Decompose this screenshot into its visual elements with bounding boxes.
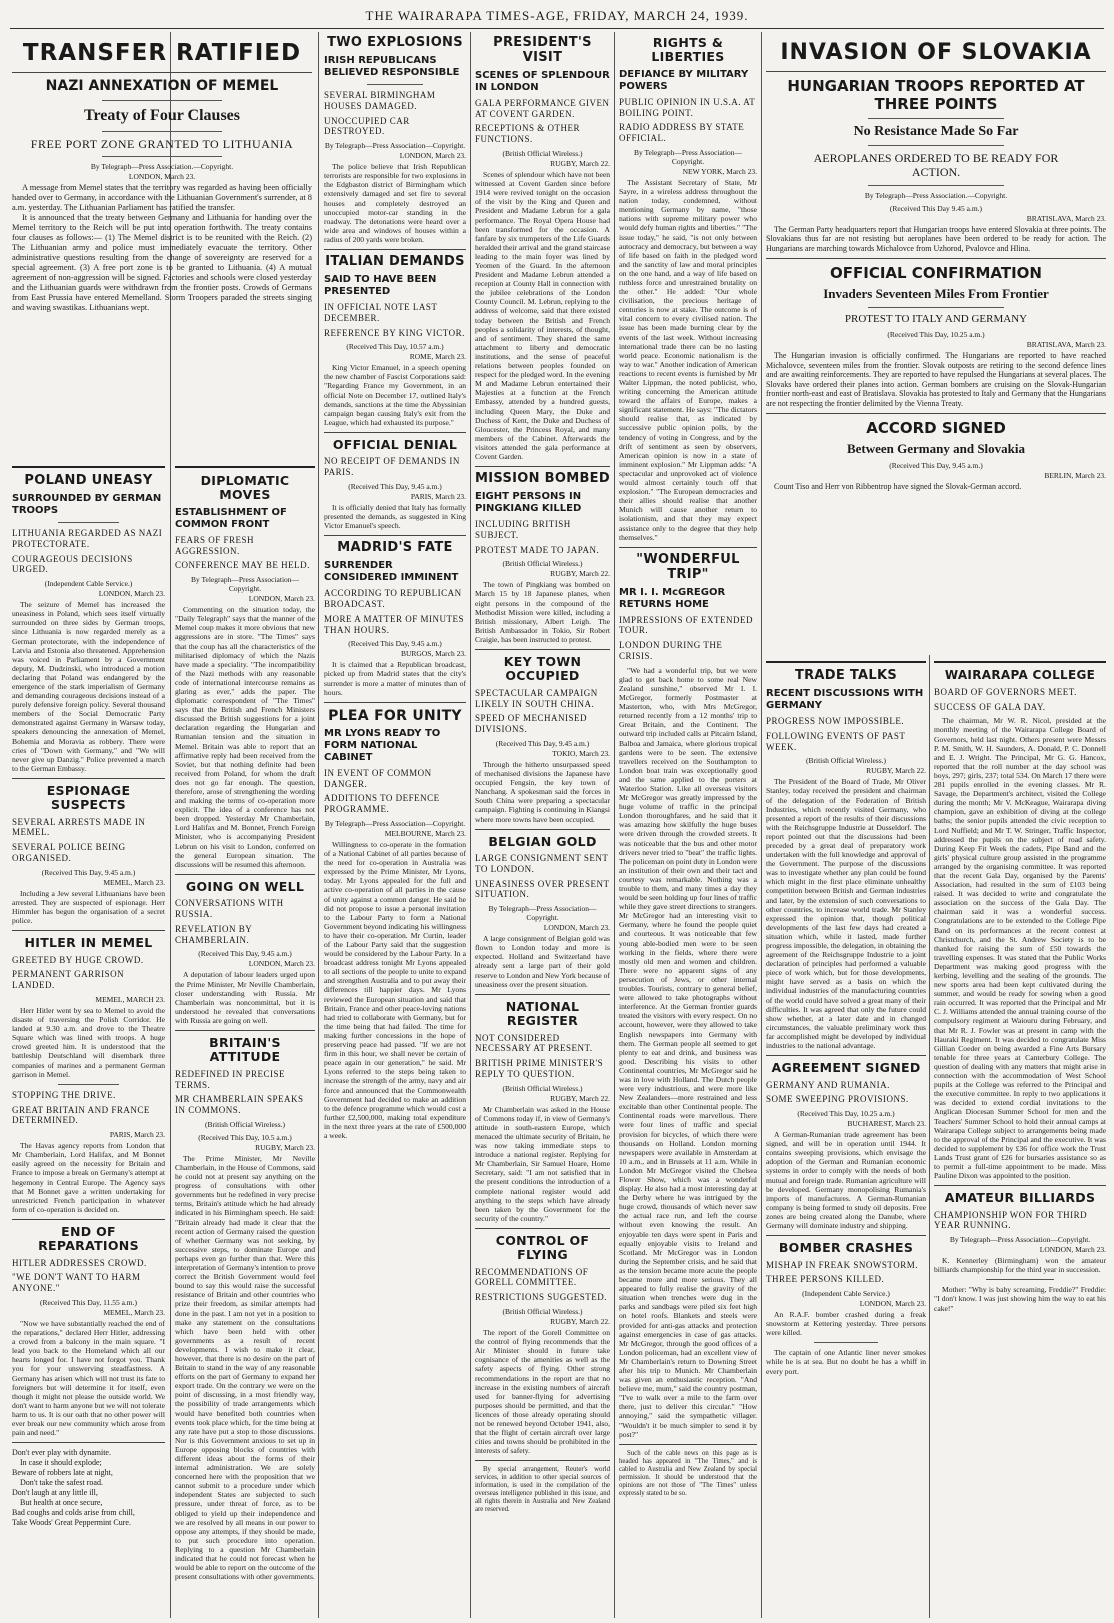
article-body: It is announced that the treaty between Germany and Lithuania for handing over the Memel territory to the Reich will be put into operation forthwith. The treaty contains four clauses as follows:— (1) The Memel district is to be reunited with the Reich. (2) The Lithuanian army and police must immediately evacuate the territory. Other administrative questions resulting from the change of sovereignty are reserved for a special agreement. (3) A free port zone is to be granted to Lithuania. (4) A mutual agreement of non-aggression will be signed. Factories and schools were closed yesterday and the Lithuanian guards were withdrawn from the frontier posts. Crowds of Germans from East Prussia have entered Memelland. Storm Troopers paraded the streets singing and waving swastikas. Lithuanians wept. [12,213,312,313]
deck: PROTEST MADE TO JAPAN. [475,544,600,555]
deck: UNEASINESS OVER PRESENT SITUATION. [475,878,610,900]
headline: INVASION OF SLOVAKIA [780,40,1092,65]
received-line: (Received This Day, 9.45 a.m.) [889,461,983,471]
article-body: Willingness to co-operate in the formation of a National Cabinet of all parties because of the need for co-operation in Australia was expressed by the Prime Minister, Mr Lyons, today. Mr Lyons appealed for the full and active co-operation of all parties in the cause of unity against a common danger. He said he did not propose to issue a personal invitation to the Labour Party to form a National Government beyond indicating his willingness to have their co-operation. Mr Curtin, leader of the Labour Party said that the suggestion would be considered by the Labour Party. In a broadcast address tonight Mr Lyons appealed to all sections of the people to unite to expand and strengthen Australia and to put away their differences till happier days. Mr Lyons reviewed the European situation and said that Britain, France and other peace-loving nations had tried to collaborate with Germany, but for the time being that had failed. The time for making further concessions in the hope of preserving peace had passed. "If we are not firm in this hour, we shall never be certain of peace again in our generation," he said. Mr Lyons referred to the steps being taken to increase the strength of the army, navy and air force and announced that the Commonwealth Government had decided to make an addition to the defence programme which would cost a further £2,500,000, making total expenditure in the next three years at the rate of £500,000 a week. [324,839,466,1140]
dateline: LONDON, March 23. [399,151,466,161]
deck: IMPRESSIONS OF EXTENDED TOUR. [619,614,754,636]
masthead-rule [10,28,1104,29]
deck: Treaty of Four Clauses [84,106,240,124]
headline: TRADE TALKS [794,668,898,683]
byline: By Telegraph—Press Association—Copyright. [190,575,300,594]
deck: STOPPING THE DRIVE. [12,1089,116,1100]
deck: SOME SWEEPING PROVISIONS. [766,1094,909,1105]
source-line: (British Official Wireless.) [502,149,583,159]
dateline: PARIS, March 23. [109,1130,165,1140]
deck: RESTRICTIONS SUGGESTED. [475,1292,608,1303]
article-body: A large consignment of Belgian gold was flown to London today and more is expected. Holland and Switzerland have already sent a large part of their gold reserve to London and New York because of uneasiness over the present situation. [475,934,610,989]
deck: CHAMPIONSHIP WON FOR THIRD YEAR RUNNING. [934,1209,1088,1231]
deck: GALA PERFORMANCE GIVEN AT COVENT GARDEN. [475,97,610,119]
headline: BOMBER CRASHES [778,1240,914,1256]
deck: SURROUNDED BY GERMAN TROOPS [12,492,162,516]
article-invasion-of-slovakia [766,32,1106,652]
column-3 [175,460,315,1618]
ad-line: Beware of robbers late at night, [12,1468,113,1478]
deck: LARGE CONSIGNMENT SENT TO LONDON. [475,853,609,874]
article-body: A German-Rumanian trade agreement has been signed, and will be in operation until 1944. It contains sweeping provisions, which envisage the adoption of the German and Rumanian economic systems in order to comply with the needs of both mutual and foreign trade. Rumanian agriculture will be developed. Germany monopolising Rumania's imports of manufactures. A German-Rumanian company is being formed to study oil deposits. Free zones are being created along the Danube, where Germany will dominate industry and shipping. [766,1130,926,1231]
article-body: Herr Hitler went by sea to Memel to avoid the disaste of traversing the Polish Corridor. He landed at 9.30 a.m. and drove to the Theatre Square which was lined with troops. A huge crowd greeted him. It is understood that the battleship Deutschland will disembark three companies of marines and a permanent German garrison in Memel. [12,1005,165,1079]
source-line: (British Official Wireless.) [805,756,887,766]
deck: COURAGEOUS DECISIONS URGED. [12,553,133,575]
deck: NOT CONSIDERED NECESSARY AT PRESENT. [475,1032,593,1054]
deck: SPECTACULAR CAMPAIGN LIKELY IN SOUTH CHINA. [475,687,598,709]
dateline: LONDON, March 23. [248,959,315,969]
column-divider [614,32,615,1618]
deck: FREE PORT ZONE GRANTED TO LITHUANIA [30,136,294,151]
deck: PERMANENT GARRISON LANDED. [12,969,125,991]
headline: ACCORD SIGNED [866,419,1006,438]
dateline: MELBOURNE, March 23. [384,828,466,838]
column-divider [761,32,762,1618]
deck: IN OFFICIAL NOTE LAST DECEMBER. [324,301,438,323]
headline: DIPLOMATIC MOVES [200,473,290,503]
received-line: (Received This Day, 10.57 a.m.) [346,342,444,352]
column-4 [475,32,610,1618]
dateline: BRATISLAVA, March 23. [1026,213,1106,223]
byline: By Telegraph—Press Association.—Copyright. [864,190,1008,200]
received-line: (Received This Day, 9.45 a.m.) [41,867,136,877]
article-body: The town of Pingkiang was bombed on March 15 by 18 Japanese planes, when eight persons in the compound of the Methodist Mission were killed, including a British missionary, Albert Leigh. The British Ambassador in Tokio, Sir Robert Craigie, has been instructed to protest. [475,580,610,644]
deck: RECEPTIONS & OTHER FUNCTIONS. [475,123,581,145]
article-body: The Havas agency reports from London that Mr Chamberlain, Lord Halifax, and M Bonnet easily agreed on the necessity for Britain and France to impose a break on Germany's attempt at hegemony in Central Europe. The Agency says that M Bonnet gave a written undertaking for unrestricted French participation in whatever form of co-operation is decided on. [12,1141,165,1214]
deck: SCENES OF SPLENDOUR IN LONDON [475,69,610,93]
copyright-note: By special arrangement, Reuter's world services, in addition to other special sources of information, is used in the compilation of the overseas intelligence published in this issue, and all rights therein in Australia and New Zealand are reserved. [475,1466,610,1514]
article-body: The chairman, Mr W. R. Nicol, presided at the monthly meeting of the Wairarapa College Board of Governors, held last night. Others present were Messrs P. M. Smith, W. H. Saunders, A. Donald, P. C. Donnell and E. J. Wright. The Principal, Mr G. G. Hancox, reported that the roll number at the day school was boys, 297; girls, 237; total 534. On March 17 there were 281 pupils enrolled in the evening classes. Mr R. Savage, the Department's architect, visited the College during the month; Mr V. McKeague, Wairarapa diving champion, gave an exhibition of diving at the college baths; the senior pupils attended the civic reception to Lord Nuffield; and Mr T. W. Stringer, Traffic Inspector, addressed the pupils on the subject of road safety. During Keep Fit Week the cadets, Pipe Band and the girls' physical culture group assisted in the programme arranged by the organising committee. It was reported that the recent Gala Day, organised by the Parents' Association, had resulted in the sum of £103 being raised. It was decided to write and congratulate the association on the success of the Gala Day. The chairman said it was a wonderful success. Congratulations are to be extended to the College Pipe Band on its performances at the recent contest at Christchurch, and the St. Andrew Society is to be thanked for raising the sum of £50 towards the travelling expenses. It was stated that the Public Works Department was making good progress with the kerbing, levelling and the sealing of the grounds. The new sports area had been kept cultivated during the summer, and would be ready for sowing when a good rain occurred. It was reported that the Principal and Mr C. J. Williams attended the annual training course of the compulsory regiment at Waiouru during February, and that Mr R. J. Fowler was at present in camp with the Hauraki Regiment. It was decided to congratulate Miss Gillian Coeder on being awarded a Fine Arts Bursary tenable for three years at Canterbury College. The question of dealing with any matters that might arise in connection with the accommodation of West School pupils at the College was referred to the Principal and the executive committee. In reply to two applications it was decided to extend cordial invitations to the Anglican Diocesan Summer School for men and the Teachers' Summer School to hold their annual camps at Wairarapa College subject to arrangements being made to the approval of the Principal and the executive. It was decided to supplement by £36 for office work the Trust Lands Trust grant of £26 for bursaries assistance so as to permit a full-time appointment to be made. Miss Pauline Dixon was appointed to the position. [934,716,1106,1181]
dateline: MEMEL, March 23. [103,1308,165,1318]
received-line: (Received This Day 9.45 a.m.) [889,203,983,213]
deck: IRISH REPUBLICANS BELIEVED RESPONSIBLE [324,54,460,78]
headline: POLAND UNEASY [24,473,153,488]
deck: REFERENCE BY KING VICTOR. [324,327,465,338]
deck: REVELATION BY CHAMBERLAIN. [175,923,252,945]
column-divider [929,655,930,1618]
deck: SEVERAL POLICE BEING ORGANISED. [12,842,126,864]
received-line: (Received This Day, 9.45 a.m.) [198,949,292,959]
column-2 [324,32,466,1618]
headline: HITLER IN MEMEL [24,935,153,951]
headline: OFFICIAL CONFIRMATION [830,264,1042,283]
headline: MISSION BOMBED [475,471,610,487]
headline: CONTROL OF FLYING [495,1232,590,1263]
received-line: (Received This Day, 9.45 a.m.) [348,639,442,649]
article-body: A message from Memel states that the territory was regarded as having been officially handed over to Germany, in accordance with the Lithuanian Government's surrender, at 8 a.m. yesterday. The Lithuanian Parliament has ratified the transfer. [12,183,312,213]
dateline: RUGBY, March 22. [550,569,610,579]
deck: ACCORDING TO REPUBLICAN BROADCAST. [324,588,462,609]
headline: MADRID'S FATE [337,540,453,556]
deck: LONDON DURING THE CRISIS. [619,640,723,661]
deck: GERMANY AND RUMANIA. [766,1079,890,1090]
dateline: LONDON, March 23. [248,594,315,604]
deck: INCLUDING BRITISH SUBJECT. [475,519,571,540]
column-divider [318,32,319,1618]
deck: SURRENDER CONSIDERED IMMINENT [324,560,459,584]
deck: CONFERENCE MAY BE HELD. [175,560,310,571]
column-1 [12,460,165,1618]
article-body: The seizure of Memel has increased the uneasiness in Poland, which sees itself virtually surrounded on three sides by German troops, since Lithuania is now regarded merely as a German protectorate, with the independence of Latvia and Estonia also threatened. Apprehension was voiced in Parliament by a Government deputy, M. Dudzinski, who introduced a motion declaring that Poland was endangered by the emergence of the stark imperialism of Germany and demanding courageous decisions instead of a purely defensive foreign policy. Several thousand members of the Social Democratic Party demonstrated against Germany in Warsaw today, speakers denouncing the annexation of Memel, Bohemia and Moravia as robbery. There were cries of "Down with Germany," and "We will never give up Danzig." Police prevented a march to the German Embassy. [12,600,165,773]
ad-line: But health at once secure, [20,1498,103,1508]
headline: WAIRARAPA COLLEGE [944,668,1096,682]
dateline: RUGBY, March 23. [255,1142,315,1152]
dateline: RUGBY, March 22. [550,1093,610,1103]
dateline: LONDON, March 23. [859,1299,926,1309]
byline: By Telegraph—Press Association—Copyright. [949,1235,1091,1245]
article-body: An R.A.F. bomber crashed during a freak snowstorm at Kettering yesterday. Three persons were killed. [766,1310,926,1338]
dateline: NEW YORK, March 23. [682,166,757,176]
headline: "WONDERFUL TRIP" [636,551,740,582]
headline: ESPIONAGE SUSPECTS [46,782,131,813]
dateline: LONDON, March 23. [543,923,610,933]
deck: FEARS OF FRESH AGGRESSION. [175,534,255,556]
source-line: (British Official Wireless.) [502,559,583,569]
deck: REDEFINED IN PRECISE TERMS. [175,1068,286,1090]
deck: PROGRESS NOW IMPOSSIBLE. [766,715,905,726]
deck: MR CHAMBERLAIN SPEAKS IN COMMONS. [175,1094,304,1116]
dateline: ROME, March 23. [409,352,466,362]
subheadline: HUNGARIAN TROOPS REPORTED AT THREE POINTS [787,77,1085,113]
deck: PUBLIC OPINION IN U.S.A. AT BOILING POINT. [619,96,756,118]
headline: NATIONAL REGISTER [505,998,580,1029]
dateline: LONDON, March 23. [98,589,165,599]
dateline: MEMEL, March 23. [103,877,165,887]
ad-line: Don't take the safest road. [20,1478,103,1488]
article-body: The President of the Board of Trade, Mr Oliver Stanley, today received the president and chairman of the delegation of the Federation of British Industries, which recently visited Germany, who presented a report of the results of their discussions with the Reichsgruppe Industrie at Dusseldorf. The report pointed out that the discussions had been preceded by a great deal of preparatory work undertaken with the full knowledge and approval of the Government. The purpose of the discussions was to investigate whether any plan could be found which might in the first place eliminate unhealthy competition between British and German industries and later, by the extension of such conversations to other countries, to increase world trade. Mr Stanley expressed the opinion that, though political developments of the last few days had created a situation which, while it lasted, made further progress impossible, the delegation, in obtaining the agreement of the Reichsgruppe Industrie to a joint declaration of principles had performed a valuable piece of work which, but for those developments, might have served as a basis on which the individual industries of the manufacturing countries of the world could have solved a great many of their difficulties. It was agreed that only the future could show whether, at a later date and in changed circumstances, the valuable preliminary work thus far accomplished might be developed by individual industries to the national advantage. [766,777,926,1051]
deck: UNOCCUPIED CAR DESTROYED. [324,115,410,137]
source-line: (Independent Cable Service.) [44,579,133,589]
article-body: Including a Jew several Lithuanians have been arrested. They are suspected of espionage. Herr Himmler has begun the organisation of a secret police. [12,888,165,926]
deck: SAID TO HAVE BEEN PRESENTED [324,273,437,297]
headline: OFFICIAL DENIAL [332,436,458,452]
article-body: K. Kennerley (Birmingham) won the amateur billiards championship for the third year in succession. [934,1256,1106,1275]
ad-line: Don't ever play with dynamite. [12,1448,111,1458]
source-line: (Independent Cable Service.) [802,1289,890,1299]
dateline: BUCHAREST, March 23. [847,1119,926,1129]
byline: By Telegraph—Press Association.—Copyright. [90,162,234,172]
deck: MISHAP IN FREAK SNOWSTORM. [766,1259,919,1270]
deck: RECOMMENDATIONS OF GORELL COMMITTEE. [475,1266,589,1288]
dateline: LONDON, March 23. [128,172,196,182]
received-line: (Received This Day, 10.25 a.m.) [887,330,985,340]
dateline: BURGOS, March 23. [401,649,466,659]
dateline: LONDON, March 23. [1039,1245,1106,1255]
byline: By Telegraph—Press Association—Copyright. [324,141,466,151]
dateline: PARIS, March 23. [410,491,466,501]
deck: Invaders Seventeen Miles From Frontier [823,286,1049,302]
article-body: Mr Chamberlain was asked in the House of Commons today if, in view of Germany's attitude in south-eastern Europe, which menaced the ultimate security of Britain, he was now taking immediate steps to introduce a national register. Replying for Mr Chamberlain, Sir Samuel Hoare, Home Secretary, said: "I am not satisfied that in the present conditions the introduction of a complete national register would add anything to the steps which have already been taken by the Government for the security of the country." [475,1104,610,1223]
source-line: (British Official Wireless.) [502,1083,583,1093]
deck: ESTABLISHMENT OF COMMON FRONT [175,506,287,530]
headline: PRESIDENT'S VISIT [493,35,592,65]
article-body: "Now we have substantially reached the end of the reparations," declared Herr Hitler, addressing a crowd from a balcony in the main square. "I lead you back to the Homeland which all our hearts longed for. I have not forgot you. Thank you for your unswerving steadfastness. A Germany has arisen which will not trust its fate to foreigners but will determine it for itself, even though it might not please the outside world. We don't want to harm anyone but we will not tolerate harm to us. It is our oath that no other power will ever break our new community which arose from pain and need." [12,1319,165,1438]
deck: Between Germany and Slovakia [846,441,1026,457]
received-line: (Received This Day, 10.25 a.m.) [797,1109,895,1119]
deck: RECENT DISCUSSIONS WITH GERMANY [766,687,924,711]
article-body: It is officially denied that Italy has formally presented the demands, as suggested in King Victor Emanuel's speech. [324,502,466,531]
deck: GREETED BY HUGE CROWD. [12,954,144,965]
ad-line: Bad coughs and colds arise from chill, [12,1508,135,1518]
column-6a [766,655,926,1618]
deck: SPEED OF MECHANISED DIVISIONS. [475,713,588,735]
deck: AEROPLANES ORDERED TO BE READY FOR ACTION. [813,151,1059,180]
dateline: TOKIO, March 23. [552,748,610,758]
deck: IN EVENT OF COMMON DANGER. [324,767,432,789]
filler-joke: Mother: "Why is baby screaming, Freddie?" Freddie: "I don't know. I was just showing him the way to eat his cake!" [934,1285,1106,1313]
source-line: (British Official Wireless.) [502,1307,583,1317]
article-body: Through the hitherto unsurpassed speed of mechanised divisions the Japanese have occupied Fengsin, the key town of Nanchang. A spokesman said the forces in South China were preparing a spectacular campaign. Fighting is continuing in Kiangsi where more towns have been occupied. [475,759,610,824]
column-6b [934,655,1106,1618]
column-divider [470,32,471,1618]
deck: LITHUANIA REGARDED AS NAZI PROTECTORATE. [12,527,163,549]
article-body: King Victor Emanuel, in a speech opening the new chamber of Fascist Corporations said: "Regarding France my Government, in an official Note on December 17, outlined Italy's demands, sanctions at the time the Abyssinian campaign began causing Italy's exit from the League, which had exhausted its purpose." [324,363,466,427]
received-line: (Received This Day, 11.55 a.m.) [40,1298,137,1308]
deck: GREAT BRITAIN AND FRANCE DETERMINED. [12,1104,150,1126]
article-body: The German Party headquarters report that Hungarian troops have entered Slovakia at three points. The Slovakians thus far are not resisting but aeroplanes have been ordered to be ready for action. The Hungarians are marching towards Michalovce from Uzhorod, Pvalovce and Hlina. [766,224,1106,253]
deck: EIGHT PERSONS IN PINGKIANG KILLED [475,491,582,514]
dateline: RUGBY, March 22. [550,1317,610,1327]
deck: MR I. I. McGREGOR RETURNS HOME [619,586,726,610]
dateline: BRATISLAVA, March 23. [1026,340,1106,350]
ad-line: Take Woods' Great Peppermint Cure. [12,1518,131,1528]
deck: BOARD OF GOVERNORS MEET. [934,686,1077,697]
dateline: RUGBY, March 22. [550,159,610,169]
deck: MR LYONS READY TO FORM NATIONAL CABINET [324,727,441,763]
headline: KEY TOWN OCCUPIED [503,654,582,684]
deck: RADIO ADDRESS BY STATE OFFICIAL. [619,122,745,144]
deck: HITLER ADDRESSES CROWD. [12,1257,147,1268]
ad-line: Don't laugh at any little ill, [12,1488,98,1498]
article-body: The Assistant Secretary of State, Mr Sayre, in a wireless address throughout the nation today, condemned, without mentioning Germany by name, "those nations with supreme military power who would defy human rights and liberties." "The issue today," he said, "is not only between autocracy and democracy, but between a way of life based on faith in the pledged word and the sanctity of law and moral principles on the one hand, and a way of life based on ruthless force and unrestrained brutality on the other." He added: "Our whole civilisation, the precious heritage of centuries is now at stake. The outcome is of vital concern to every civilised nation. The issue has been made burning clear by the events of the last week. Without increasing international trade there can be no lasting world peace. Economic nationalism is the way to war." Another indication of American reactions to recent events is furnished by Mr Walter Lippman, the noted publicist, who, writing concerning the American attitude toward the affairs of Europe, makes a significant statement. He says: "The dictators should realise that, as indicated by successive public opinion polls, by the tendency of voting in Congress, and by the drift of sentiment as seen by observers, American opinion is now in a state of imminent explosion." Mr Lippman adds: "A spectacular and unprovoked act of violence would almost certainly touch off that explosion." "The European democracies and their allies should realise that another Munich will cause another return to isolationism, and that they may expect assistance only to the degree that they help themselves." [619,177,757,542]
filler-joke: The captain of one Atlantic liner never smokes while he is at sea. But no doubt he has a whiff in every port. [766,1348,926,1376]
deck: NO RECEIPT OF DEMANDS IN PARIS. [324,456,460,478]
headline: RIGHTS & LIBERTIES [651,35,725,65]
deck: THREE PERSONS KILLED. [766,1274,885,1285]
headline: AMATEUR BILLIARDS [944,1190,1096,1206]
article-body: The report of the Gorell Committee on the control of flying recommends that the Air Minister should in future take cognisance of the amenities as well as the safety aspects of flying. Other strong recommendations in the report are that no increase in the existing numbers of aircraft used for banner-flying for advertising purposes should be permitted, and that the licences of those already operating should not be renewed beyond October 1941, also, that the flight of certain aircraft over large cities and towns should be prohibited in the interests of safety. [475,1328,610,1456]
article-body: The Hungarian invasion is officially confirmed. The Hungarians are reported to have reached Michalovce, seventeen miles from the frontier. Slovak outposts are retiring to the second defence lines and are awaiting reinforcements. They are reported to have repulsed the Hungarians at several places. The Slovaks have ordered their planes into action. German bombers are cruising on the Slovak-Hungarian frontier north-east and east of Bratislava. Slovakia has protested to Italy and Germany that the Hungarians are not respecting the frontier delimited by the Vienna Treaty. [766,351,1106,408]
deck: DEFIANCE BY MILITARY POWERS [619,68,749,92]
masthead: THE WAIRARAPA TIMES-AGE, FRIDAY, MARCH 24, 1939. [365,8,749,23]
article-body: Commenting on the situation today, the "Daily Telegraph" says that the manner of the Memel coup makes it more obvious that new aggressions are in store. "The Times" says that the coup has all the characteristics of the militarised diplomacy of which the Nazis have made a speciality. "The incompatibility of the Nazi methods with any reasonable code of international intercourse remains as glaring as ever," adds the paper. The diplomatic correspondent of "The Times" says that the British and French Ministers discussed the British suggestions for a joint declaration regarding the Hungarian and Rumanian tension and the situation in Memel. Britain was able to report that an affirmative reply had been received from the Soviet, but that nothing definite had been received from Poland, for whom the draft does not go far enough. The question, therefore, arose of strengthening the wording and making the terms of co-operation more explicit. The idea of a conference has not been dropped. Yesterday Mr Chamberlain, Lord Halifax and M. Bonnet, French Foreign Minister, who is accompanying President Lebrun on his visit to London, conferred on the general European situation. The discussions will be resumed this afternoon. [175,605,315,869]
headline: PLEA FOR UNITY [328,707,462,724]
source-line: (British Official Wireless.) [204,1119,286,1129]
deck: FOLLOWING EVENTS OF PAST WEEK. [766,730,906,752]
dateline: MEMEL, MARCH 23. [95,994,165,1004]
copyright-note: Such of the cable news on this page as is headed has appeared in "The Times," and is cabled to Australia and New Zealand by special permission. It should be understood that the opinions are not those of "The Times" unless expressly stated to be so. [619,1449,757,1497]
article-body: It is claimed that a Republican broadcast, picked up from Madrid states that the city's surrender is more a matter of minutes than of hours. [324,660,466,697]
byline: By Telegraph—Press Association—Copyright. [488,904,597,923]
article-body: The police believe that Irish Republican terrorists are responsible for two explosions in the Edgbaston district of Birmingham which extensively damaged and set fire to several houses and completely destroyed an unoccupied motor-car standing in the roadway. The detonations were heard over a wide area and windows of houses within a radius of 200 yards were broken. [324,162,466,244]
deck: No Resistance Made So Far [853,124,1019,139]
headline: TWO EXPLOSIONS [327,35,463,50]
article-body: A deputation of labour leaders urged upon the Prime Minister, Mr Neville Chamberlain, closer understanding with Russia. Mr Chamberlain was noncommittal, but it is understood he revealed that conversations with Russia are going on well. [175,970,315,1025]
article-body: The Prime Minister, Mr Neville Chamberlain, in the House of Commons, said he could not at present say anything on the progress of consultations with other governments but he redefined in very precise terms, Britain's attitude which he had already indicated in his Birmingham speech. He said: "Britain already had made it clear that the recent action of Germany raised the question of whether Germany was not seeking, by successive steps, to dominate Europe and perhaps even go further than that. Were this interpretation of Germany's intention to prove correct the British Government would feel bound to say this would raise the successful resistance of Britain and other countries who prize their freedom, as similar attempts had done in the past. I am not yet in a position to make any statement on the consultations which have been held with other governments as a result of recent developments. I wish to make it clear, however, that there is no desire on the part of Britain to stand in the way of any reasonable efforts on the part of Germany to expand her export trade. On the contrary we were on the point of discussing, in a most friendly way, the possibility of trade arrangements which would have benefited both countries when events took place which, for the time being at any rate have put a stop to those discussions. Nor is this Government anxious to set up in Europe opposing blocks of countries with different ideas about the forms of their internal administration. We are solely concerned here with the proposition that we cannot submit to a procedure under which independent States are subjected to such pressure, under threat of force, as to be obliged to yield up their independence and we are resolved by all means in our power to oppose any attempts, if they should be made, to put such procedure into operation. Replying to a question Mr Chamberlain indicated that he could not forecast when he would be able to report on the outcome of the present consultations with other governments. [175,1153,315,1582]
byline: By Telegraph—Press Association—Copyright. [324,818,466,828]
headline: ITALIAN DEMANDS [325,253,465,269]
byline: By Telegraph—Press Association—Copyright. [633,147,743,166]
headline: GOING ON WELL [185,878,305,894]
column-5 [619,32,757,1618]
received-line: (Received This Day, 10.5 a.m.) [198,1132,292,1142]
headline: END OF REPARATIONS [38,1223,139,1254]
headline: AGREEMENT SIGNED [771,1060,921,1076]
deck: PROTEST TO ITALY AND GERMANY [844,313,1028,326]
deck: SUCCESS OF GALA DAY. [934,701,1046,712]
deck: CONVERSATIONS WITH RUSSIA. [175,898,284,920]
deck: SEVERAL ARRESTS MADE IN MEMEL. [12,816,146,838]
deck: MORE A MATTER OF MINUTES THAN HOURS. [324,613,465,635]
headline: BELGIAN GOLD [488,833,597,849]
received-line: (Received This Day, 9.45 a.m.) [348,481,442,491]
headline: BRITAIN'S ATTITUDE [209,1034,281,1065]
deck: BRITISH PRIME MINISTER'S REPLY TO QUESTION. [475,1058,604,1079]
received-line: (Received This Day, 9.45 a.m.) [495,738,590,748]
deck: "WE DON'T WANT TO HARM ANYONE." [12,1272,141,1294]
article-transfer-ratified [12,32,312,457]
article-body: Count Tiso and Herr von Ribbentrop have signed the Slovak-German accord. [774,482,1022,492]
ad-line: In case it should explode; [20,1458,102,1468]
advertisement [12,1448,165,1528]
headline: TRANSFER RATIFIED [22,40,302,66]
deck: ADDITIONS TO DEFENCE PROGRAMME. [324,793,440,815]
deck: SEVERAL BIRMINGHAM HOUSES DAMAGED. [324,89,436,111]
subheadline: NAZI ANNEXATION OF MEMEL [45,78,279,94]
article-body: "We had a wonderful trip, but we were glad to get back home to some real New Zealand sunshine," observed Mr I. I. McGregor, formerly Postmaster at Masterton, who, with Mrs McGregor, returned recently from a 12 months' trip to Great Britain, and the Continent. The outward trip included calls at Pitcairn Island, Balboa and Jamaica, where glorious tropical gardens were to be seen. The extensive travellers received on the Southampton to London boat train was exceptionally good and the same applied to the porters at Waterloo Station. Like all overseas visitors Mr McGregor was greatly impressed by the huge volume of traffic in the principal London thoroughfares, and he said that it was amazing how skilfully the huge buses were driven through the crowded streets. It was noticeable that the bus and other motor drivers never tried to "beat" the traffic lights. The policeman on point duty in London were an institution of their own and their tact and courtesy was remarkable. Nothing was a trouble to them, and many times a day they would be seen holding up four lines of traffic while they gave street directions to strangers. Mr McGregor had an interesting visit to Germany, where he found the people quiet and courteous. It was noticeable that few young able-bodied men were to be seen working in the fields, where there were mostly old men and women and children. There were no apparent signs of any persecution of Jews, or other internal troubles. Tourists, contrary to general belief, were allowed to take photographs without interference. At the German frontier guards treated the visitors with every respect. On no account, however, were they allowed to take English newspapers into Germany with them. The German people all seemed to get plenty to eat and drink, and business was good. Describing his visits to other Continental countries, Mr McGregor said he was in love with Holland. The Dutch people were very industrious, and were more like New Zealanders—more restrained and less excitable than other Continental people. The Continental roads were marvellous. There were four lines of traffic and special provision for bicycles, of which there were thousands on Holland. London morning newspapers were available in Amsterdam at 10 a.m., and in Brussels at 11 a.m. While in London Mr McGregor visited the Chelsea Flower Show, which was a wonderful display. He also had a most interesting day at the Derby where he was intrigued by the huge crowd, thousands of which never saw the actual race run, and left the course without even knowing the result. An enjoyable ten days were spent in Paris and equally enjoyable visits to Ireland and Scotland. Mr McGregor was in London during the September crisis, and he said that as the tension became more acute the people became more and more serious. They all appeared to fully realise the gravity of the situation when trenches were dug in the parks and sandbags were piled six feet high on hotel roofs. Blankets and steels were provided for anti-gas attacks and protection against emergencies in case of gas attacks. Mr McGregor, through the good offices of a London policeman, had an excellent view of Mr Chamberlain's return to Downing Street after his trip to Munich. Mr Chamberlain was given an enthusiastic reception. "And believe me, mum," said the country postman, "I've to walk over a mile to the farm over there, just to deliver this circular." "How annoying," said the sympathetic villager. "Wouldn't it be much simpler to send it by post?" [619,665,757,1439]
dateline: RUGBY, March 22. [866,766,926,776]
dateline: BERLIN, March 23. [1044,471,1106,481]
article-body: Scenes of splendour which have not been witnessed at Covent Garden since before 1914 were revived tonight on the occasion of the visit by the King and Queen and President and Madame Lebrun for a gala performance. The Royal Opera House had been transformed for the occasion. A fanfare by six trumpeters of the Life Guards heralded their arrival and the grand staircase leading to the main foyer was lined by Yeomen of the Guard. In the afternoon President and Madame Lebrun attended a reception at County Hall in connection with the jubilee celebrations of the London County Council. M. Lebrun, replying to the address of welcome, said that there existed today between the British and French peoples a solidarity of interests, of thought, and of sentiment. They shared the same attachment to liberty and democratic institutions, and the sense of peaceful relations between peoples founded on respect for the pledged word. In the evening M and Madame Lebrun entertained their Majesties at a function at the French Embassy, attended by a hundred guests, including Queen Mary, the Duke and Duchess of Kent, the Duke and Duchess of Gloucester, the Princess Royal, and many members of the Cabinet. Afterwards the visitors attended the gala performance at Covent Garden. [475,170,610,461]
